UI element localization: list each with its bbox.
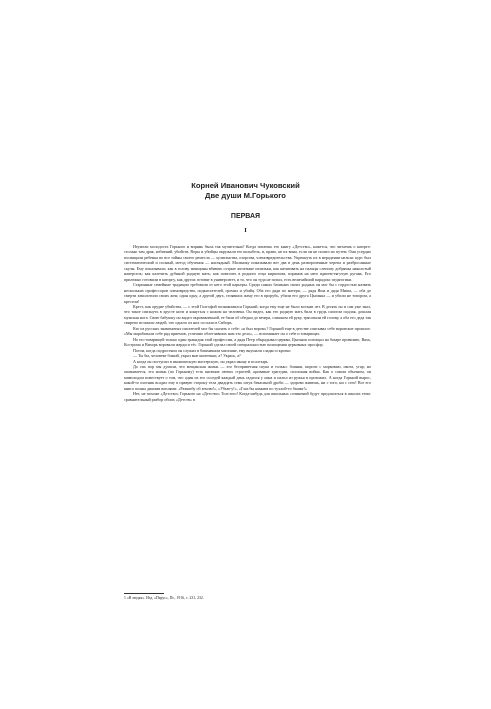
chapter-number: I [244, 227, 247, 234]
paragraph: Крест, как орудие убийства, — с этой Голгофой познакомился Горький, когда ему еще не было восьми лет. В десять он и сам уже знал, что такое спихнуть в хрусте ноги и кинуться с ножом на человека. Он видел, как его родную мать била в грудь сапогом подлая, дошлая мужская нога. Свою бабушку он видел окровавленной, ее били об обедни до вечера, слишком ей руку, трясовали ей голову, а оба его деда так свирепо истязали людей, что одного из них сослали в Сибирь. [124, 303, 371, 326]
document-title: Две души М.Горького [205, 191, 286, 200]
paragraph: — Ты бы, человеке божий, украл мне копеешки, а? Укрась, а? [133, 353, 241, 359]
paragraph: Потом, когда подростком он служил в башмачном магазине, ему внушали сладко и кротко: [133, 347, 292, 353]
paragraph: А когда он поступил в иконописную мастерскую, он украл икону и псалтырь. [133, 358, 269, 364]
footnote-divider [124, 593, 164, 594]
footnote: 1 «В людях». Изд. «Парус», Пг., 1916, с. 231, 232. [124, 596, 204, 600]
paragraph: Неужели молодость Горького и впрямь была так мучительна? Когда читаешь его книгу «Детство», кажется, что читаешь о каторге: столько там драк, избиений, убийств. Воры и убийцы окружали его колыбель, и, право, не их вина, если он не пошел их путем. Они усердно посвящали ребенка во все тайны своего ремесла — хулиганства, озорства, членовредительства. Упрекнуть их в нерадении нельзя: курс был систематический и полный, метод обучения — наглядный. Мальчику показывали вот два в день развороченные черепа и разбросанные скулы. Ему показывали, как в голову женщины вбивать острые железные шпильки, как натягивать на пальцы слепому добрячка наколотый наперсток; как калечить дубиной родную мать; как повесить в родного отца кирпичом, поранив на него вдвоем-тягучую ругань. Его прилежно готовили в каторгу, как других готовят в университет, и то, что он туда не попал, есть величайший парадокс педагогики. [124, 244, 371, 282]
paragraph: До сих пор мы думали, что мещанская жизнь — это бесприветная скука и только: блинки, пироги с морковью, икота, угар; но оказывается, эта жизнь (по Горькому) есть кипение лютых страстей, кровавые трагедии, сплошная война. Как о самом обычном, он мимоходом повествует о том, что один из его соседей каждый день садился у окна и палил из ружья в прохожих. А когда Горький вырос, какой-то охотник всадил ему в правую сторону тела двадцать семь штук бекасиной дроби — здорово живешь, ни с того, ни с сего! Все его книга полны дикими воплями: «Разшибу об землю!», «Убью-у!», «Глаз бы камнем по тухлой-то башке!» [124, 363, 371, 391]
author-name: Корней Иванович Чуковский [191, 181, 300, 190]
body-text [124, 244, 371, 402]
title-block [0, 181, 491, 201]
paragraph: Но его товарищей только один тракидия этой профессии, а дядя Петр обкрадывал церкви, Цыганок похищал на базаре провизию, Вяхь, Кострома и Вихорь воровали жерди и тёс. Горький сделал своей специальностью похищения церковных просфор. [124, 336, 371, 348]
paragraph: Кто из русских знаменитых писателей мог бы сказать о себе: «я был вором»? Горький еще в детстве списывал себе воровское прошлое. «Мы марабатыли себе ряд приемов, успешно облегчавших нам это дело», — вспоминает он о себе и товарищах. [124, 325, 371, 337]
paragraph: Старинные семейные традиции требовали от него этой карьеры. Среди самых ближних своих родных он мог бы с гордостью назвать нескольких профессоров членовредства, подкистателей, громил и убийц. Оба его дяди по матери, — дядя Яша и дядя Миша, — оба до смерти замолотили своих жен; один одну, а другой двух, стоявших жену его в прорубь, убили его друга Цыганка — и убили не топором, а крестом! [124, 282, 371, 304]
paragraph: Нет, не похоже «Детство» Горького на «Детство» Толстого! Когда-нибудь для школьных сочинений будут предлагаться в школах тема: сравнительный разбор обоих «Детств» в [124, 391, 371, 402]
part-heading: ПЕРВАЯ [230, 213, 261, 220]
